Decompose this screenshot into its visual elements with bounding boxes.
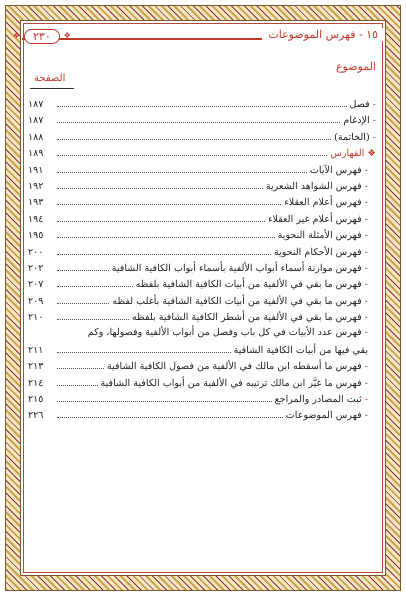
toc-entry [28,325,376,341]
toc-entry-title [350,97,376,113]
diamond-icon: ❖ [364,148,376,160]
dot-leader [57,375,98,386]
toc-entry-title [112,261,376,277]
toc-entry-text: الإدغام [343,115,370,127]
toc-entry [28,194,376,210]
toc-entry-text: فهرس ما أسقطه ابن مالك في الألفية من فصول الكافية الشافية [106,361,362,373]
dot-leader [57,342,231,353]
dot-leader [57,129,331,140]
toc-entry-title [278,228,376,244]
toc-entry-text: فهرس موازنة أسماء أبواب الألفية بأسماء أبواب الكافية الشافية [111,262,362,274]
toc-entry-text: فهرس الأمثلة النحوية [277,230,362,242]
toc-entry-page: ١٩٣ [28,197,44,209]
toc-entry-text: فهرس الأحكام النحوية [273,246,362,258]
toc-entry-page: ١٨٧ [28,99,44,110]
dash-icon: - [369,99,376,110]
dot-leader [57,194,281,205]
toc-entry [28,309,376,325]
dash-icon: - [361,410,368,422]
toc-entry [28,145,376,161]
toc-entry [28,276,376,292]
dash-icon: - [361,394,368,406]
dot-leader [57,358,104,369]
dot-leader [57,244,271,255]
toc-entry-text: الفهارس [330,148,365,160]
dot-leader [57,96,347,107]
toc-entry [28,375,376,391]
dot-leader [57,309,129,320]
toc-entry-text: فهرس الموضوعات [285,410,362,422]
toc-entry [28,112,376,128]
dot-leader [57,391,272,402]
toc-entry-text: فهرس أعلام غير العقلاء [267,213,362,225]
toc-entry [28,96,376,112]
running-title: ١٥ - فهرس الموضوعات [262,28,384,41]
dot-leader [57,260,109,271]
dash-icon: - [361,180,368,192]
toc-entry-text: (الخاتمة) [334,131,370,143]
toc-entry [28,293,376,309]
toc-entry-text: فهرس الشواهد الشعرية [265,180,362,192]
dot-leader [57,276,133,287]
toc-entry-text: فهرس عدد الأبيات في كل باب وفصل من أبواب الألفية وفصولها، وكم [87,327,362,339]
dash-icon: - [369,131,376,143]
page-column-underline [30,88,74,89]
toc-entry-continuation-text: بقي فيها من أبيات الكافية الشافية [233,344,368,356]
dash-icon: - [361,279,368,291]
toc-entry-page: ١٩٢ [28,180,44,192]
toc-entry-text: فهرس ما بقي في الألفية من أشطر الكافية الشافية بلفظه [131,312,362,324]
dot-leader [57,293,109,304]
dash-icon: - [361,246,368,258]
toc-entry-page: ٢٠٩ [28,295,44,307]
toc-entry-continuation [28,342,376,358]
toc-entry-page: ٢٢٦ [28,410,44,422]
toc-entry-text: ثبت المصادر والمراجع [274,394,362,406]
toc-entry-title [286,408,376,424]
toc-entry [28,244,376,260]
toc-entry-page: ٢١١ [28,344,44,356]
toc-entry-text: فصل [349,99,370,110]
toc-entry-title [136,277,376,293]
toc-entry-title [334,130,376,146]
toc-entry [28,162,376,178]
dash-icon: - [361,164,368,176]
toc-entry [28,358,376,374]
toc-entry-page: ١٨٩ [28,148,44,160]
toc-entry-title [330,146,376,162]
toc-entry-page: ٢٠٠ [28,246,44,258]
toc-entry-title [310,163,376,179]
toc-entry-title [132,310,376,326]
toc-entry-title [275,392,376,408]
toc-entry-text: فهرس ما بقي في الألفية من أبيات الكافية الشافية بأغلب لفظه [112,295,362,307]
dot-leader [57,145,327,156]
toc-entry [28,391,376,407]
toc-entry-title [343,113,376,129]
toc-entry-page: ٢١٥ [28,394,44,406]
toc-entry [28,211,376,227]
toc-entry-page: ١٩١ [28,164,44,176]
toc-entry [28,129,376,145]
toc-entry-title [284,195,376,211]
dash-icon: - [361,295,368,307]
dash-icon: - [361,213,368,225]
toc-entry-text: فهرس أعلام العقلاء [284,197,362,209]
dash-icon: - [361,377,368,389]
toc-entry-page: ٢٠٢ [28,262,44,274]
dot-leader [57,178,263,189]
toc-entry-page: ٢١٣ [28,361,44,373]
toc-entry [28,260,376,276]
page-header [22,28,384,50]
toc-entry-page: ١٩٥ [28,230,44,242]
page-column-label: الصفحة [34,73,66,84]
toc-entry-title [274,245,376,261]
dot-leader [57,211,265,222]
toc-entry-title [101,376,377,392]
toc-entry [28,407,376,423]
dash-icon: - [361,361,368,373]
dot-leader [57,227,275,238]
toc-entry-title [112,294,376,310]
topic-column-label: الموضوع [335,60,376,73]
dash-icon: - [369,115,376,127]
dash-icon: - [361,312,368,324]
toc-entry-page: ١٩٤ [28,213,44,225]
toc-entry-title [88,325,376,341]
dot-leader [57,162,307,173]
dot-leader [57,112,340,123]
toc-entry-page: ١٨٧ [28,115,44,127]
toc-entry-title [266,179,376,195]
page-number: ❖ ٢٣٠ ❖ [24,29,60,44]
toc-entry [28,178,376,194]
toc-entry-page: ٢١٠ [28,312,44,324]
toc-entry-title [268,212,376,228]
dot-leader [57,407,283,418]
toc-entry-text: فهرس ما غيَّر ابن مالك ترتيبه في الألفية من أبواب الكافية الشافية [100,377,362,389]
toc-entry-text: فهرس ما بقي في الألفية من أبيات الكافية الشافية بلفظه [135,279,362,291]
dash-icon: - [361,262,368,274]
dash-icon: - [361,230,368,242]
toc-entry [28,227,376,243]
toc-entry-page: ٢١٤ [28,377,44,389]
toc-entry-title [107,359,376,375]
table-of-contents [28,96,376,424]
toc-entry-page: ٢٠٧ [28,279,44,291]
toc-entry-page: ١٨٨ [28,131,44,143]
dash-icon: - [361,327,368,339]
toc-entry-text: فهرس الآيات [309,164,362,176]
dash-icon: - [361,197,368,209]
